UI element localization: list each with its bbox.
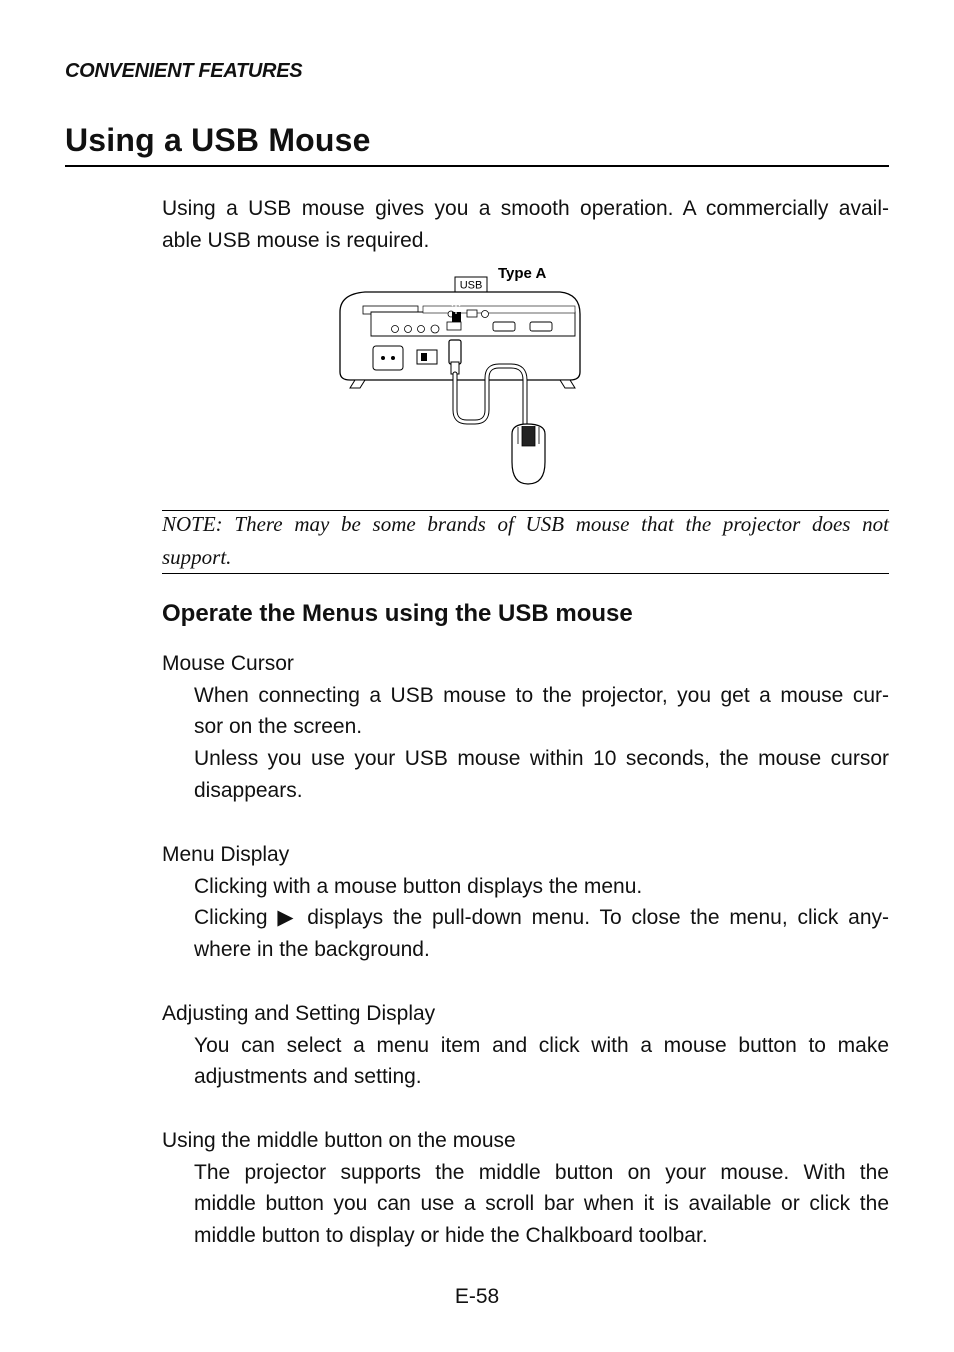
feature-description bbox=[162, 1157, 889, 1252]
feature-term: Mouse Cursor bbox=[162, 652, 294, 675]
description-line: Clicking with a mouse button displays the menu. bbox=[194, 874, 643, 898]
description-line: middle button you can use a scroll bar when it is available or click the bbox=[194, 1192, 889, 1216]
section-label: CONVENIENT FEATURES bbox=[65, 60, 303, 82]
description-line: You can select a menu item and click with a mouse button to make bbox=[194, 1033, 889, 1057]
feature-description bbox=[162, 680, 889, 807]
page-number: E-58 bbox=[454, 1285, 500, 1308]
feature-term: Using the middle button on the mouse bbox=[162, 1129, 516, 1152]
description-line: adjustments and setting. bbox=[194, 1065, 422, 1089]
feature-item bbox=[162, 648, 889, 807]
feature-term: Adjusting and Setting Display bbox=[162, 1002, 436, 1025]
note-paragraph bbox=[162, 508, 889, 574]
type-a-label: Type A bbox=[498, 265, 547, 282]
feature-item bbox=[162, 1125, 889, 1252]
description-line: where in the background. bbox=[194, 938, 430, 962]
intro-line: Using a USB mouse gives you a smooth operation. A commercially avail- bbox=[162, 197, 889, 220]
description-line: When connecting a USB mouse to the projector, you get a mouse cur- bbox=[194, 683, 889, 707]
note-bottom-rule bbox=[162, 573, 889, 574]
description-line: middle button to display or hide the Chalkboard toolbar. bbox=[194, 1224, 708, 1248]
feature-description bbox=[162, 1030, 889, 1093]
intro-line: able USB mouse is required. bbox=[162, 228, 430, 252]
usb-callout-label: USB bbox=[459, 279, 483, 292]
feature-term: Menu Display bbox=[162, 843, 290, 866]
description-line: sor on the screen. bbox=[194, 715, 363, 739]
feature-item bbox=[162, 839, 889, 966]
note-line: support. bbox=[162, 545, 232, 569]
usb-connection-figure bbox=[335, 262, 595, 492]
note-line: NOTE: There may be some brands of USB mouse that the projector does not bbox=[162, 512, 889, 536]
intro-paragraph bbox=[162, 193, 889, 256]
description-line: disappears. bbox=[194, 778, 303, 802]
page-title: Using a USB Mouse bbox=[65, 122, 371, 158]
feature-item bbox=[162, 998, 889, 1093]
description-line: The projector supports the middle button on your mouse. With the bbox=[194, 1160, 889, 1184]
section-heading: Operate the Menus using the USB mouse bbox=[162, 600, 633, 627]
usb-mouse bbox=[512, 424, 545, 484]
description-line: Clicking ▶ displays the pull-down menu. To close the menu, click any- bbox=[194, 906, 889, 930]
feature-description bbox=[162, 871, 889, 966]
description-line: Unless you use your USB mouse within 10 seconds, the mouse cursor bbox=[194, 747, 889, 771]
title-rule bbox=[65, 165, 889, 167]
projector-usb-diagram bbox=[335, 262, 595, 492]
